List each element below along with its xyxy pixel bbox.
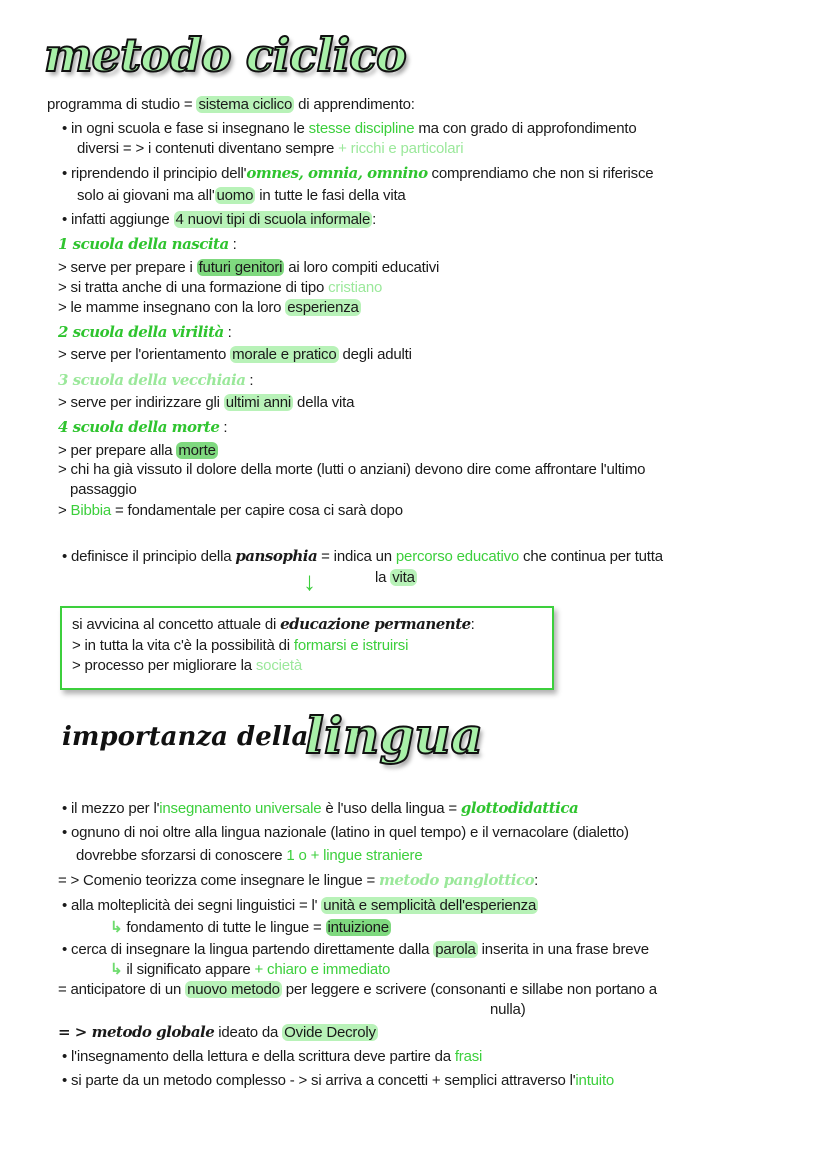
- emphasis-segment: frasi: [454, 1048, 483, 1065]
- emphasis-segment: società: [255, 657, 303, 674]
- text-segment: fondamento di tutte le lingue =: [126, 919, 326, 936]
- text-segment: :: [228, 236, 237, 253]
- text-segment: > chi ha già vissuto il dolore della morte (lutti o anziani) devono dire come affrontare l'ultimo: [58, 461, 646, 478]
- text-segment: è l'uso della lingua =: [321, 800, 461, 817]
- text-segment: = fondamentale per capire cosa ci sarà dopo: [111, 502, 403, 519]
- text-segment: programma di studio =: [47, 96, 197, 113]
- note-line: [110, 918, 391, 938]
- emphasis-segment: ultimi anni: [225, 394, 292, 411]
- emphasis-segment: formarsi e istruirsi: [293, 637, 409, 654]
- emphasis-segment: 4 nuovi tipi di scuola informale: [175, 211, 371, 228]
- emphasis-segment: parola: [435, 941, 476, 958]
- text-segment: • il mezzo per l': [62, 800, 160, 817]
- note-line: [47, 95, 415, 115]
- text-segment: > per prepare alla: [58, 442, 177, 459]
- text-segment: nulla): [490, 1001, 526, 1018]
- hook-arrow-icon: ↳: [110, 919, 127, 936]
- emphasis-segment: cristiano: [328, 279, 383, 296]
- emphasis-segment: 1 o + lingue straniere: [286, 847, 423, 864]
- note-line: [58, 980, 657, 1000]
- text-segment: :: [534, 872, 539, 889]
- emphasis-segment: Bibbia: [70, 502, 112, 519]
- note-line: [76, 846, 422, 866]
- note-line: [62, 1071, 614, 1091]
- emphasis-segment: 2 scuola della virilità: [58, 323, 224, 341]
- text-segment: • l'insegnamento della lettura e della scrittura deve partire da: [62, 1048, 455, 1065]
- emphasis-segment: intuizione: [327, 919, 389, 936]
- note-line: [72, 636, 408, 656]
- note-line: [72, 656, 302, 676]
- text-segment: = > Comenio teorizza come insegnare le lingue =: [58, 872, 380, 889]
- text-segment: degli adulti: [338, 346, 412, 363]
- text-segment: la: [375, 569, 391, 586]
- emphasis-segment: glottodidattica: [460, 799, 579, 817]
- text-segment: • ognuno di noi oltre alla lingua nazionale (latino in quel tempo) e il vernacolare (dialetto): [62, 824, 629, 841]
- text-segment: :: [372, 211, 377, 228]
- note-line: [72, 614, 475, 635]
- text-segment: della vita: [293, 394, 355, 411]
- text-segment: si avvicina al concetto attuale di: [72, 616, 281, 633]
- note-line: [62, 546, 663, 567]
- note-line: [62, 119, 637, 139]
- note-line: [110, 960, 390, 980]
- text-segment: > serve per prepare i: [58, 259, 197, 276]
- note-line: [58, 322, 232, 343]
- text-segment: :: [245, 372, 254, 389]
- note-line: [62, 940, 649, 960]
- text-segment: :: [223, 324, 232, 341]
- note-line: [58, 870, 538, 891]
- emphasis-segment: 1 scuola della nascita: [58, 235, 229, 253]
- text-segment: > le mamme insegnano con la loro: [58, 299, 286, 316]
- text-segment: :: [470, 616, 475, 633]
- text-segment: il significato appare: [126, 961, 255, 978]
- text-segment: diversi = > i contenuti diventano sempre: [77, 140, 339, 157]
- note-line: [58, 417, 227, 438]
- title-metodo-ciclico: metodo ciclico: [44, 28, 406, 82]
- text-segment: ma con grado di approfondimento: [414, 120, 637, 137]
- text-segment: :: [219, 419, 228, 436]
- text-segment: dovrebbe sforzarsi di conoscere: [76, 847, 287, 864]
- text-segment: • in ogni scuola e fase si insegnano le: [62, 120, 309, 137]
- emphasis-segment: + ricchi e particolari: [338, 140, 464, 157]
- emphasis-segment: 4 scuola della morte: [58, 418, 220, 436]
- emphasis-segment: stesse discipline: [308, 120, 415, 137]
- emphasis-segment: uomo: [216, 187, 254, 204]
- section-title-prefix: importanza della: [62, 722, 309, 752]
- emphasis-segment: = >: [58, 1023, 92, 1041]
- emphasis-segment: Ovide Decroly: [284, 1024, 376, 1041]
- text-segment: = anticipatore di un: [58, 981, 186, 998]
- emphasis-segment: metodo globale: [91, 1023, 215, 1041]
- text-segment: di apprendimento:: [294, 96, 415, 113]
- emphasis-segment: educazione permanente: [280, 615, 471, 633]
- text-segment: per leggere e scrivere (consonanti e sillabe non portano a: [281, 981, 657, 998]
- note-line: [58, 345, 412, 365]
- text-segment: ideato da: [214, 1024, 283, 1041]
- note-line: [58, 441, 218, 461]
- hook-arrow-icon: ↳: [110, 961, 127, 978]
- emphasis-segment: futuri genitori: [198, 259, 283, 276]
- emphasis-segment: morte: [178, 442, 216, 459]
- note-line: [62, 210, 376, 230]
- text-segment: • infatti aggiunge: [62, 211, 174, 228]
- emphasis-segment: nuovo metodo: [187, 981, 280, 998]
- note-line: [58, 370, 253, 391]
- emphasis-segment: pansophia: [235, 547, 318, 565]
- text-segment: > processo per migliorare la: [72, 657, 256, 674]
- text-segment: > serve per l'orientamento: [58, 346, 231, 363]
- emphasis-segment: morale e pratico: [232, 346, 337, 363]
- note-line: [77, 139, 463, 159]
- note-line: [58, 278, 382, 298]
- note-line: [58, 258, 439, 278]
- text-segment: >: [58, 502, 71, 519]
- emphasis-segment: percorso educativo: [395, 548, 520, 565]
- emphasis-segment: sistema ciclico: [198, 96, 293, 113]
- note-line: [58, 501, 403, 521]
- text-segment: in tutte le fasi della vita: [255, 187, 406, 204]
- arrow-down-icon: ↓: [303, 566, 316, 596]
- note-line: [58, 298, 361, 318]
- note-line: [490, 1000, 526, 1020]
- note-line: [62, 896, 538, 916]
- emphasis-segment: 3 scuola della vecchiaia: [58, 371, 246, 389]
- note-line: [62, 1047, 482, 1067]
- emphasis-segment: metodo panglottico: [379, 871, 535, 889]
- emphasis-segment: vita: [392, 569, 415, 586]
- emphasis-segment: unità e semplicità dell'esperienza: [323, 897, 537, 914]
- note-line: [58, 234, 237, 255]
- emphasis-segment: insegnamento universale: [159, 800, 322, 817]
- note-line: [62, 798, 578, 819]
- note-line: [62, 823, 629, 843]
- text-segment: inserita in una frase breve: [477, 941, 649, 958]
- text-segment: > in tutta la vita c'è la possibilità di: [72, 637, 294, 654]
- text-segment: = indica un: [317, 548, 396, 565]
- note-line: [77, 186, 406, 206]
- text-segment: passaggio: [70, 481, 137, 498]
- text-segment: • riprendendo il principio dell': [62, 165, 247, 182]
- text-segment: ai loro compiti educativi: [284, 259, 440, 276]
- text-segment: • si parte da un metodo complesso - > si arriva a concetti + semplici attraverso l': [62, 1072, 576, 1089]
- note-line: [58, 393, 354, 413]
- text-segment: comprendiamo che non si riferisce: [427, 165, 654, 182]
- note-line: [62, 163, 653, 184]
- emphasis-segment: intuito: [575, 1072, 615, 1089]
- text-segment: • definisce il principio della: [62, 548, 236, 565]
- emphasis-segment: esperienza: [287, 299, 359, 316]
- section-title-lingua: lingua: [305, 706, 484, 765]
- text-segment: > si tratta anche di una formazione di tipo: [58, 279, 329, 296]
- emphasis-segment: omnes, omnia, omnino: [246, 164, 428, 182]
- text-segment: > serve per indirizzare gli: [58, 394, 224, 411]
- text-segment: • cerca di insegnare la lingua partendo direttamente dalla: [62, 941, 434, 958]
- note-line: [58, 1022, 378, 1043]
- text-segment: • alla molteplicità dei segni linguistici = l': [62, 897, 322, 914]
- text-segment: solo ai giovani ma all': [77, 187, 215, 204]
- emphasis-segment: + chiaro e immediato: [254, 961, 391, 978]
- note-line: [375, 568, 417, 588]
- note-line: [58, 460, 645, 480]
- note-line: [70, 480, 137, 500]
- text-segment: che continua per tutta: [519, 548, 663, 565]
